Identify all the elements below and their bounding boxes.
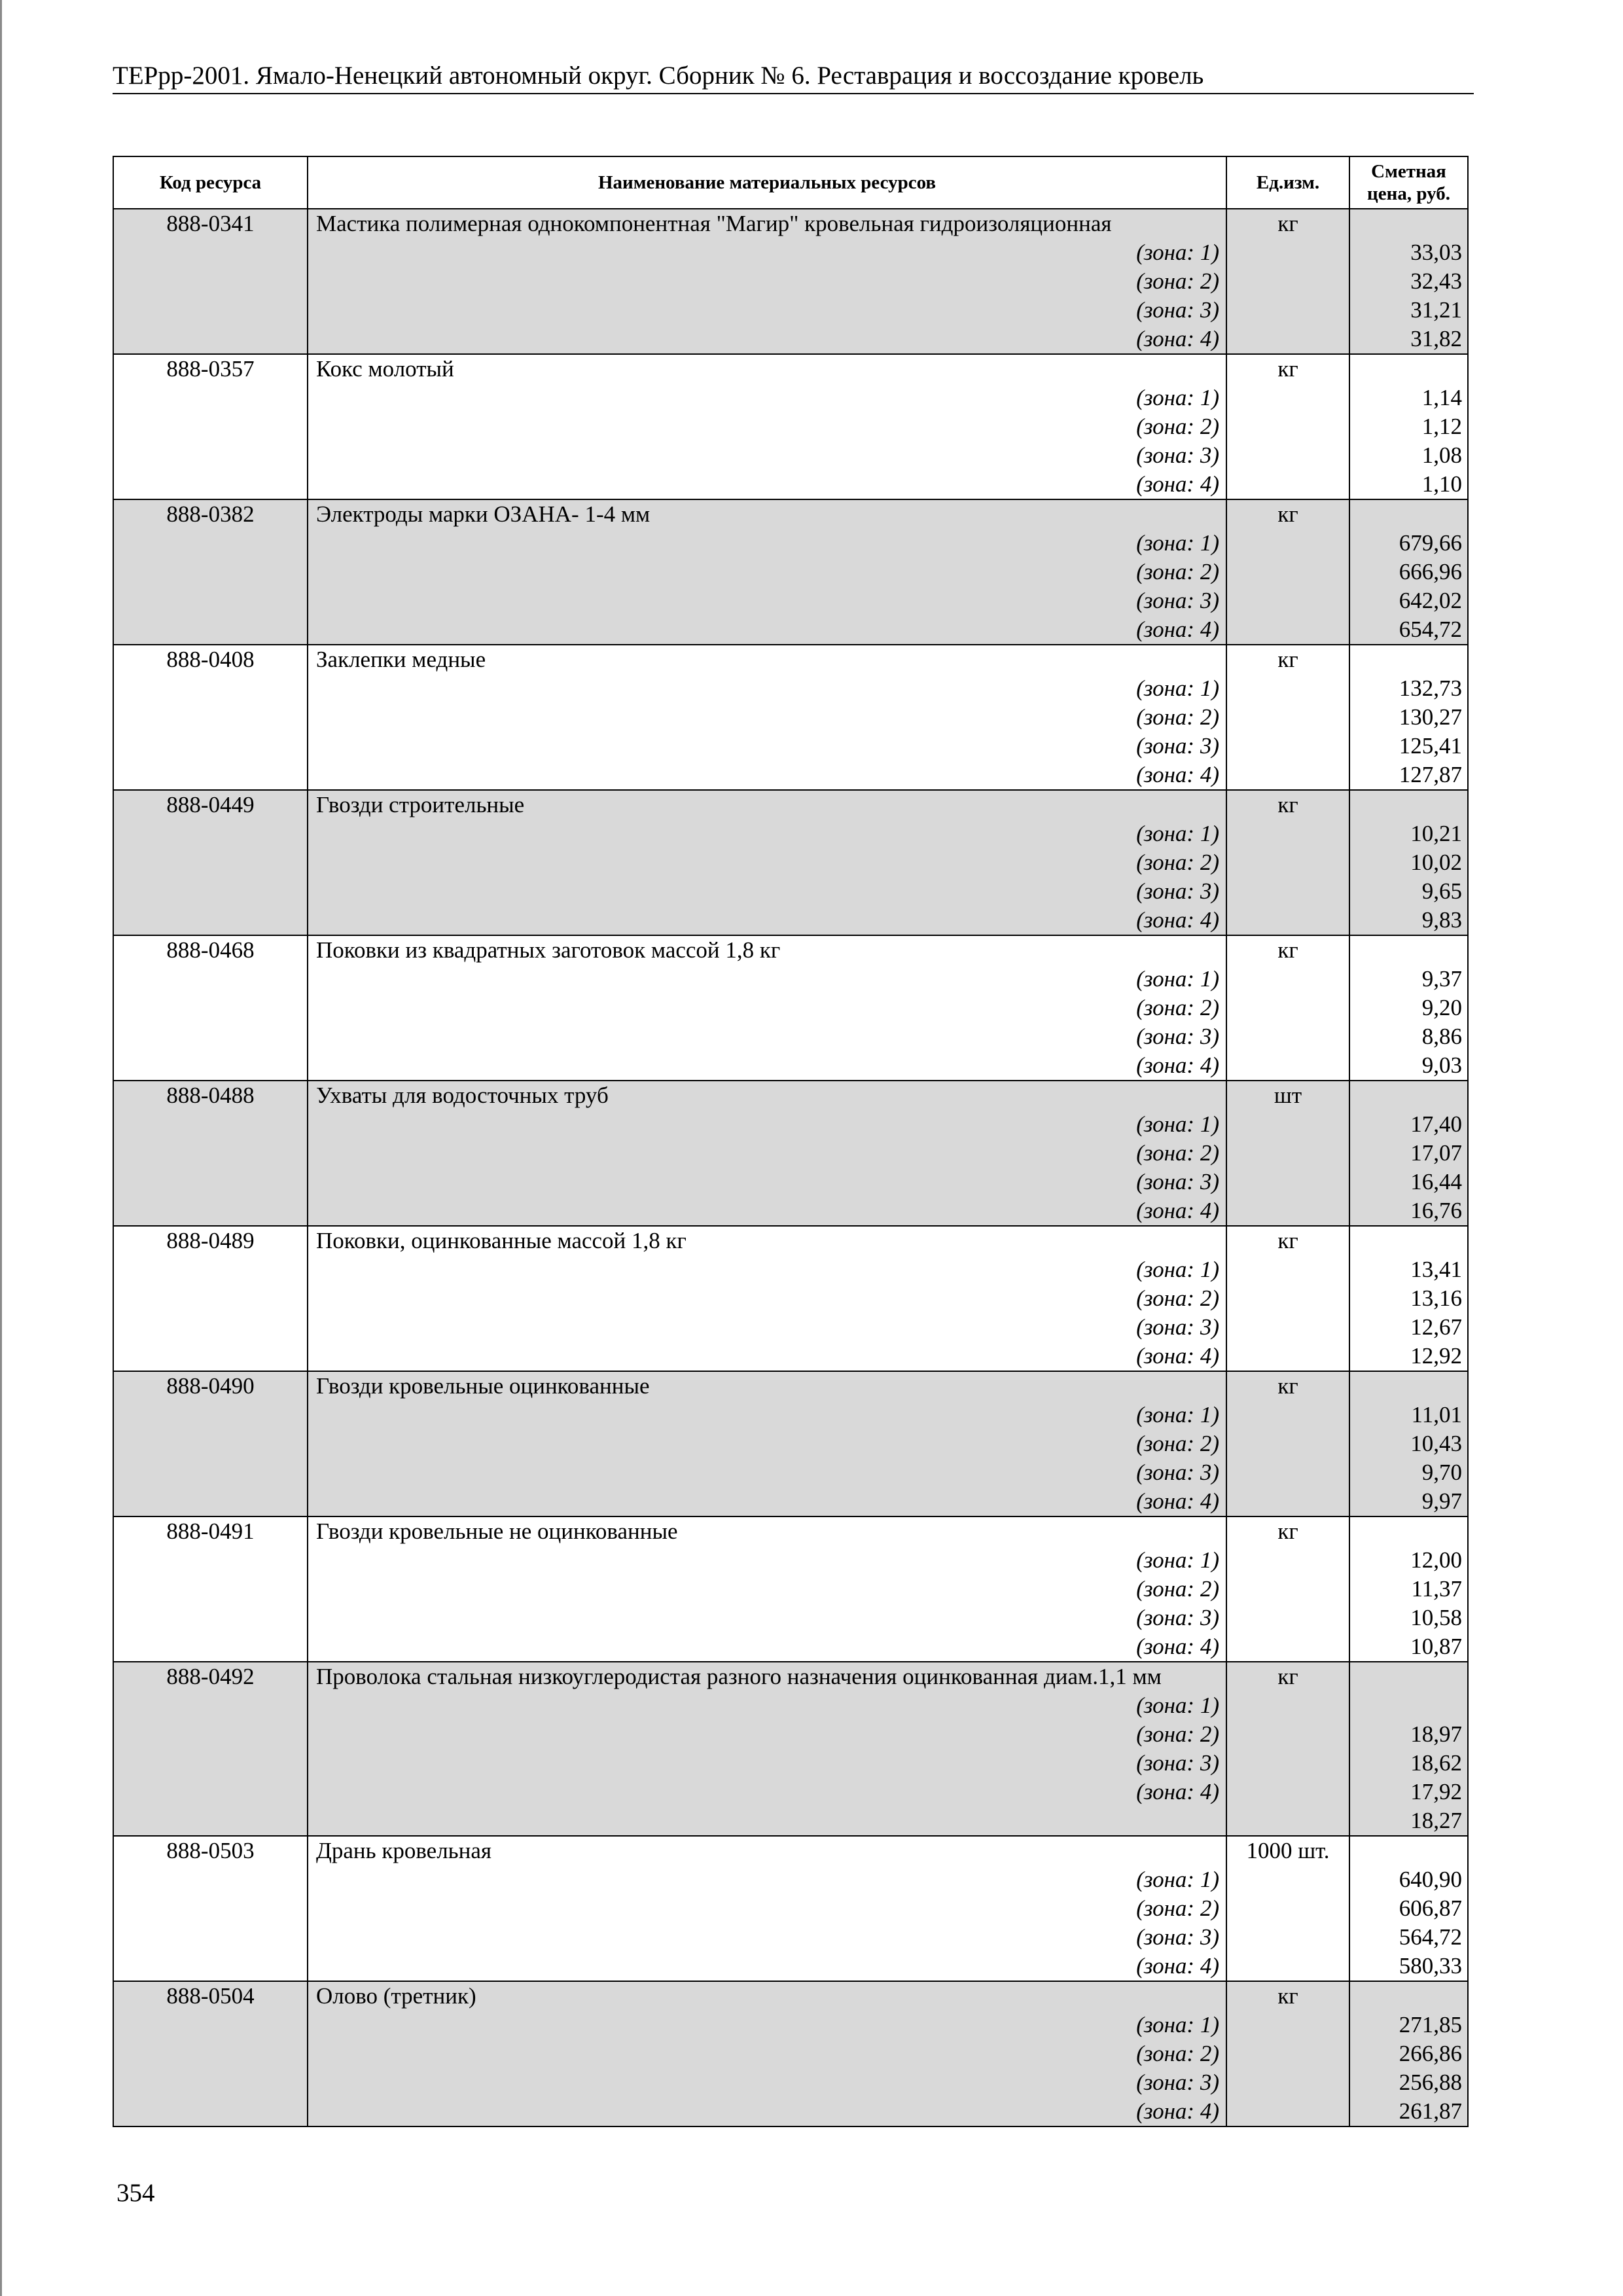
zone-label: (зона: 2) [1136, 1895, 1219, 1921]
price-header-line1: Сметная [1371, 161, 1446, 182]
resource-code: 888-0468 [166, 937, 255, 963]
resource-code-cell [113, 790, 308, 935]
resource-name: Заклепки медные [316, 647, 486, 672]
zone-label: (зона: 1) [1136, 1257, 1219, 1282]
zone-price: 1,12 [1421, 414, 1462, 439]
zone-label: (зона: 4) [1136, 471, 1219, 497]
resource-code-cell [113, 499, 308, 645]
zone-price: 640,90 [1399, 1867, 1462, 1892]
zone-price: 261,87 [1399, 2098, 1462, 2124]
zone-label: (зона: 1) [1136, 1693, 1219, 1718]
resource-name: Ухваты для водосточных труб [316, 1083, 609, 1108]
zone-label: (зона: 4) [1136, 326, 1219, 351]
zone-label: (зона: 3) [1136, 1750, 1219, 1776]
resource-name-cell [308, 645, 1226, 790]
price-cell [1349, 1226, 1468, 1371]
column-header-price [1349, 156, 1468, 209]
zone-label: (зона: 3) [1136, 2070, 1219, 2095]
zone-label: (зона: 3) [1136, 297, 1219, 323]
zone-price: 17,40 [1410, 1111, 1462, 1137]
zone-price: 31,82 [1410, 326, 1462, 351]
zone-price: 33,03 [1410, 240, 1462, 265]
zone-price: 9,97 [1421, 1488, 1462, 1514]
zone-price: 9,03 [1421, 1052, 1462, 1078]
unit-cell [1226, 1836, 1349, 1981]
zone-price: 11,37 [1411, 1576, 1462, 1602]
zone-label: (зона: 3) [1136, 1460, 1219, 1485]
price-spacer [1350, 791, 1467, 819]
table-row [113, 1981, 1468, 2126]
zone-price: 666,96 [1399, 559, 1462, 584]
resource-name-cell [308, 354, 1226, 499]
zone-label: (зона: 1) [1136, 1111, 1219, 1137]
resource-name-cell [308, 1516, 1226, 1662]
resource-code-cell [113, 1981, 308, 2126]
price-cell [1349, 1371, 1468, 1516]
resource-name-cell [308, 935, 1226, 1081]
zone-label: (зона: 4) [1136, 1198, 1219, 1223]
resource-name: Дрань кровельная [316, 1838, 492, 1863]
price-cell [1349, 935, 1468, 1081]
unit-cell [1226, 790, 1349, 935]
resource-code: 888-0408 [166, 647, 255, 672]
price-spacer [1350, 1982, 1467, 2011]
resource-code: 888-0449 [166, 792, 255, 817]
zone-price: 1,08 [1421, 442, 1462, 468]
zone-label: (зона: 2) [1136, 1431, 1219, 1456]
table-row [113, 1662, 1468, 1836]
resource-code-cell [113, 1226, 308, 1371]
resource-name: Олово (третник) [316, 1983, 476, 2009]
table-row [113, 1516, 1468, 1662]
table-row [113, 1081, 1468, 1226]
zone-label: (зона: 2) [1136, 850, 1219, 875]
zone-price: 256,88 [1399, 2070, 1462, 2095]
resources-table [113, 156, 1469, 2127]
zone-label: (зона: 3) [1136, 1169, 1219, 1194]
price-cell [1349, 1981, 1468, 2126]
zone-label: (зона: 2) [1136, 268, 1219, 294]
zone-price: 17,07 [1410, 1140, 1462, 1166]
column-header-code: Код ресурса [113, 156, 308, 209]
zone-price: 32,43 [1410, 268, 1462, 294]
resource-code: 888-0357 [166, 356, 255, 382]
zone-price: 11,01 [1411, 1402, 1462, 1427]
zone-label: (зона: 3) [1136, 878, 1219, 904]
table-row [113, 1371, 1468, 1516]
zone-label: (зона: 2) [1136, 1140, 1219, 1166]
resource-name: Электроды марки ОЗАНА- 1-4 мм [316, 501, 651, 527]
price-spacer [1350, 1837, 1467, 1865]
resource-code-cell [113, 1836, 308, 1981]
resource-name-cell [308, 1371, 1226, 1516]
price-cell [1349, 1081, 1468, 1226]
zone-price: 17,92 [1410, 1779, 1462, 1804]
resource-code-cell [113, 1371, 308, 1516]
zone-price: 9,37 [1421, 966, 1462, 992]
zone-label: (зона: 2) [1136, 1721, 1219, 1747]
zone-label: (зона: 4) [1136, 1343, 1219, 1369]
resource-code: 888-0341 [166, 211, 255, 236]
zone-price: 18,97 [1410, 1721, 1462, 1747]
zone-label: (зона: 3) [1136, 1924, 1219, 1950]
price-spacer [1350, 1227, 1467, 1255]
table-row [113, 354, 1468, 499]
unit-cell [1226, 499, 1349, 645]
unit-of-measure: кг [1277, 1664, 1298, 1689]
resource-name: Кокс молотый [316, 356, 454, 382]
unit-of-measure: кг [1277, 501, 1298, 527]
zone-label: (зона: 4) [1136, 907, 1219, 933]
zone-price: 31,21 [1410, 297, 1462, 323]
resource-code: 888-0490 [166, 1373, 255, 1399]
table-body [113, 209, 1468, 2126]
unit-of-measure: кг [1277, 1373, 1298, 1399]
resource-name-cell [308, 209, 1226, 354]
zone-price: 9,65 [1421, 878, 1462, 904]
resource-code-cell [113, 209, 308, 354]
unit-cell [1226, 1226, 1349, 1371]
zone-price: 10,58 [1410, 1605, 1462, 1630]
zone-price: 16,44 [1410, 1169, 1462, 1194]
zone-price: 9,70 [1421, 1460, 1462, 1485]
column-header-unit: Ед.изм. [1226, 156, 1349, 209]
resource-name-cell [308, 499, 1226, 645]
price-cell [1349, 790, 1468, 935]
zone-label: (зона: 2) [1136, 704, 1219, 730]
page-edge [0, 0, 2, 2296]
table-row [113, 935, 1468, 1081]
zone-price: 564,72 [1399, 1924, 1462, 1950]
zone-price: 9,20 [1421, 995, 1462, 1020]
unit-cell [1226, 1081, 1349, 1226]
resource-code-cell [113, 1081, 308, 1226]
zone-price: 127,87 [1399, 762, 1462, 787]
price-spacer [1350, 1372, 1467, 1401]
price-cell [1349, 354, 1468, 499]
price-cell [1349, 209, 1468, 354]
zone-price: 1,10 [1421, 471, 1462, 497]
unit-cell [1226, 1516, 1349, 1662]
resource-name-cell [308, 1081, 1226, 1226]
zone-label: (зона: 4) [1136, 1052, 1219, 1078]
zone-label: (зона: 3) [1136, 588, 1219, 613]
zone-label: (зона: 2) [1136, 1576, 1219, 1602]
zone-label: (зона: 4) [1136, 1779, 1219, 1804]
price-cell [1349, 499, 1468, 645]
unit-of-measure: 1000 шт. [1246, 1838, 1330, 1863]
zone-label: (зона: 4) [1136, 1488, 1219, 1514]
table-row [113, 790, 1468, 935]
resource-code-cell [113, 1662, 308, 1836]
zone-label: (зона: 3) [1136, 442, 1219, 468]
unit-cell [1226, 1371, 1349, 1516]
table-row [113, 1836, 1468, 1981]
header-rule [113, 93, 1474, 94]
unit-cell [1226, 1981, 1349, 2126]
zone-price: 580,33 [1399, 1953, 1462, 1979]
zone-label: (зона: 3) [1136, 1024, 1219, 1049]
resource-code-cell [113, 935, 308, 1081]
zone-label: (зона: 1) [1136, 675, 1219, 701]
resource-code: 888-0504 [166, 1983, 255, 2009]
resource-name: Поковки из квадратных заготовок массой 1,8 кг [316, 937, 781, 963]
zone-price: 10,21 [1410, 821, 1462, 846]
table-row [113, 209, 1468, 354]
zone-label: (зона: 3) [1136, 733, 1219, 759]
zone-label: (зона: 2) [1136, 559, 1219, 584]
resource-name-cell [308, 1836, 1226, 1981]
table-header-row [113, 156, 1468, 209]
unit-cell [1226, 935, 1349, 1081]
zone-label: (зона: 3) [1136, 1314, 1219, 1340]
unit-of-measure: кг [1277, 1518, 1298, 1544]
table-row [113, 645, 1468, 790]
price-spacer [1350, 1081, 1467, 1110]
price-spacer [1350, 645, 1467, 674]
price-cell [1349, 1836, 1468, 1981]
price-cell [1349, 1662, 1468, 1836]
price-spacer [1350, 936, 1467, 965]
zone-label: (зона: 2) [1136, 995, 1219, 1020]
zone-price: 132,73 [1399, 675, 1462, 701]
column-header-name: Наименование материальных ресурсов [308, 156, 1226, 209]
price-spacer [1350, 355, 1467, 384]
price-header-line2: цена, руб. [1367, 183, 1450, 204]
zone-price: 16,76 [1410, 1198, 1462, 1223]
zone-label: (зона: 4) [1136, 1634, 1219, 1659]
zone-label: (зона: 1) [1136, 1547, 1219, 1573]
resource-name: Проволока стальная низкоуглеродистая разного назначения оцинкованная диам.1,1 мм [316, 1664, 1162, 1689]
zone-price: 13,16 [1410, 1285, 1462, 1311]
zone-price: 18,27 [1410, 1808, 1462, 1833]
zone-label: (зона: 1) [1136, 966, 1219, 992]
table-row [113, 1226, 1468, 1371]
resource-name-cell [308, 1662, 1226, 1836]
resource-code-cell [113, 645, 308, 790]
zone-price: 18,62 [1410, 1750, 1462, 1776]
resource-code: 888-0488 [166, 1083, 255, 1108]
unit-of-measure: кг [1277, 1228, 1298, 1253]
unit-of-measure: кг [1277, 211, 1298, 236]
zone-price: 13,41 [1410, 1257, 1462, 1282]
unit-of-measure: кг [1277, 1983, 1298, 2009]
zone-price: 12,67 [1410, 1314, 1462, 1340]
zone-price: 9,83 [1421, 907, 1462, 933]
table-row [113, 499, 1468, 645]
zone-label: (зона: 3) [1136, 1605, 1219, 1630]
price-cell [1349, 645, 1468, 790]
zone-price: 642,02 [1399, 588, 1462, 613]
unit-cell [1226, 209, 1349, 354]
zone-price: 12,00 [1410, 1547, 1462, 1573]
price-spacer [1350, 1517, 1467, 1546]
zone-label: (зона: 1) [1136, 1867, 1219, 1892]
resource-name: Гвозди кровельные не оцинкованные [316, 1518, 678, 1544]
running-header: ТЕРрр-2001. Ямало-Ненецкий автономный округ. Сборник № 6. Реставрация и воссоздание кровель [113, 62, 1204, 90]
zone-price: 679,66 [1399, 530, 1462, 556]
zone-price: 654,72 [1399, 617, 1462, 642]
unit-of-measure: кг [1277, 792, 1298, 817]
zone-price: 10,43 [1410, 1431, 1462, 1456]
resource-name-cell [308, 1981, 1226, 2126]
resource-name: Поковки, оцинкованные массой 1,8 кг [316, 1228, 687, 1253]
resource-code: 888-0503 [166, 1838, 255, 1863]
zone-price: 10,02 [1410, 850, 1462, 875]
zone-label: (зона: 1) [1136, 1402, 1219, 1427]
unit-cell [1226, 645, 1349, 790]
unit-cell [1226, 354, 1349, 499]
unit-of-measure: кг [1277, 356, 1298, 382]
zone-label: (зона: 1) [1136, 821, 1219, 846]
zone-price: 125,41 [1399, 733, 1462, 759]
resource-name-cell [308, 790, 1226, 935]
zone-label: (зона: 2) [1136, 1285, 1219, 1311]
resource-name: Гвозди кровельные оцинкованные [316, 1373, 650, 1399]
zone-price: 1,14 [1421, 385, 1462, 410]
zone-price: 606,87 [1399, 1895, 1462, 1921]
resource-name: Мастика полимерная однокомпонентная "Магир" кровельная гидроизоляционная [316, 211, 1112, 236]
unit-of-measure: кг [1277, 647, 1298, 672]
resource-name: Гвозди строительные [316, 792, 525, 817]
zone-label: (зона: 1) [1136, 2012, 1219, 2037]
zone-price: 12,92 [1410, 1343, 1462, 1369]
price-spacer [1350, 500, 1467, 529]
zone-label: (зона: 2) [1136, 414, 1219, 439]
unit-of-measure: кг [1277, 937, 1298, 963]
price-cell [1349, 1516, 1468, 1662]
zone-label: (зона: 1) [1136, 385, 1219, 410]
unit-of-measure: шт [1274, 1083, 1302, 1108]
zone-label: (зона: 4) [1136, 617, 1219, 642]
zone-label: (зона: 4) [1136, 2098, 1219, 2124]
price-spacer [1350, 209, 1467, 238]
resource-code-cell [113, 354, 308, 499]
resource-code-cell [113, 1516, 308, 1662]
resource-code: 888-0382 [166, 501, 255, 527]
zone-price: 10,87 [1410, 1634, 1462, 1659]
zone-label: (зона: 1) [1136, 240, 1219, 265]
page-number: 354 [116, 2179, 155, 2207]
zone-label: (зона: 1) [1136, 530, 1219, 556]
unit-cell [1226, 1662, 1349, 1836]
zone-price: 130,27 [1399, 704, 1462, 730]
zone-price: 271,85 [1399, 2012, 1462, 2037]
zone-price: 8,86 [1421, 1024, 1462, 1049]
zone-price: 266,86 [1399, 2041, 1462, 2066]
zone-label: (зона: 2) [1136, 2041, 1219, 2066]
resource-code: 888-0489 [166, 1228, 255, 1253]
resource-name-cell [308, 1226, 1226, 1371]
zone-label: (зона: 4) [1136, 1953, 1219, 1979]
zone-label: (зона: 4) [1136, 762, 1219, 787]
resource-code: 888-0491 [166, 1518, 255, 1544]
resource-code: 888-0492 [166, 1664, 255, 1689]
price-spacer [1350, 1662, 1467, 1720]
